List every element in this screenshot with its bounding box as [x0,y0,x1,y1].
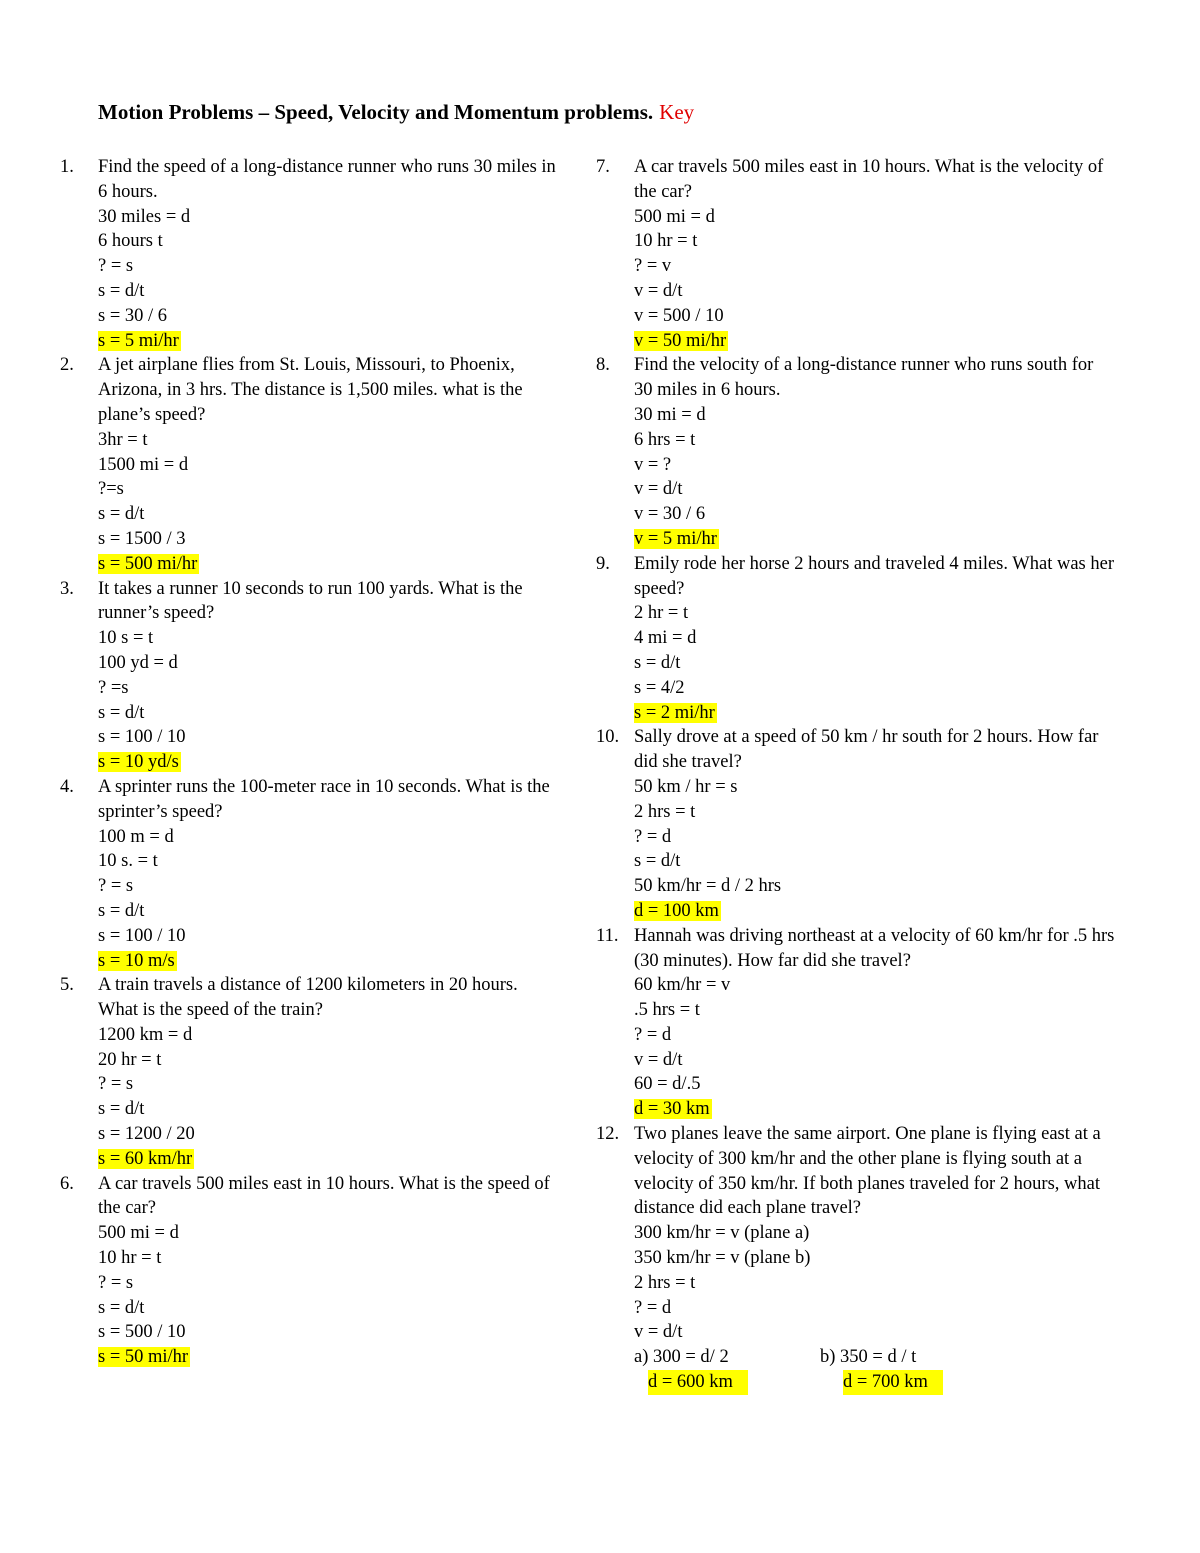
problem-question: A car travels 500 miles east in 10 hours. What is the velocity of the car? [634,157,1104,202]
work-line: v = d/t [634,1049,683,1070]
work-line: s = d/t [634,851,681,872]
work-line: 1200 km = d [98,1024,193,1045]
equation-a: a) 300 = d/ 2 [634,1347,729,1368]
work-line: 50 km/hr = d / 2 hrs [634,876,782,897]
title-text: Motion Problems – Speed, Velocity and Momentum problems. [98,100,654,124]
work-line: ? = s [98,256,134,277]
problem-6 [60,1172,560,1370]
highlighted-answer: d = 30 km [634,1099,710,1120]
answer-line [634,899,1116,924]
work-line: s = 4/2 [634,677,685,698]
work-line: 4 mi = d [634,628,697,649]
problem-8 [596,353,1116,551]
work-line: 60 km/hr = v [634,975,731,996]
problem-11 [596,924,1116,1122]
problem-number: 11. [596,925,619,946]
work-line: s = d/t [98,900,145,921]
work-line: .5 hrs = t [634,1000,700,1021]
equation-b: b) 350 = d / t [820,1347,917,1368]
problem-number: 2. [60,355,74,376]
work-line: ? = s [98,876,134,897]
problem-number: 9. [596,553,610,574]
work-line: v = 30 / 6 [634,504,706,525]
work-line: 300 km/hr = v (plane a) [634,1223,810,1244]
problem-question: Hannah was driving northeast at a velocity of 60 km/hr for .5 hrs (30 minutes). How far did she travel? [634,925,1115,971]
work-line: 30 miles = d [98,206,191,227]
problem-question: Sally drove at a speed of 50 km / hr south for 2 hours. How far did she travel? [634,727,1099,773]
highlighted-answer: s = 50 mi/hr [98,1347,189,1368]
problem-1 [60,155,560,353]
problem-number: 12. [596,1124,620,1145]
work-line: 10 hr = t [634,231,698,252]
work-line: 10 hr = t [98,1248,162,1269]
work-line: ? = s [98,1272,134,1293]
work-line: 2 hr = t [634,603,689,624]
highlighted-answer: s = 60 km/hr [98,1148,193,1169]
work-line: 6 hours t [98,231,163,252]
problem-question: A jet airplane flies from St. Louis, Missouri, to Phoenix, Arizona, in 3 hrs. The distance is 1,500 miles. what is the plane’s speed? [98,355,523,425]
answer-a: d = 600 km [648,1370,748,1395]
work-line: s = d/t [98,1297,145,1318]
work-line: 500 mi = d [634,206,715,227]
answer-line [98,1345,560,1370]
answer-line [634,1097,1116,1122]
work-line: 10 s = t [98,628,154,649]
work-line: 2 hrs = t [634,1272,696,1293]
problem-10 [596,725,1116,923]
problem-question: Find the speed of a long-distance runner who runs 30 miles in 6 hours. [98,157,556,202]
problem-number: 7. [596,157,610,177]
answer-line [634,701,1116,726]
answer-line [98,552,560,577]
problem-question: A train travels a distance of 1200 kilometers in 20 hours. What is the speed of the train? [98,975,518,1021]
work-line: ? = s [98,1074,134,1095]
answer-line [98,949,560,974]
work-line: 60 = d/.5 [634,1074,701,1095]
problem-12 [596,1122,1116,1395]
problem-number: 3. [60,578,74,599]
work-line: s = 100 / 10 [98,925,186,946]
work-line: 350 km/hr = v (plane b) [634,1248,811,1269]
answer-line [634,329,1116,354]
problem-5 [60,973,560,1171]
problem-number: 6. [60,1173,74,1194]
highlighted-answer: s = 5 mi/hr [98,330,179,351]
work-line: 100 m = d [98,826,174,847]
equations-row [634,1345,1116,1370]
work-line: 6 hrs = t [634,429,696,450]
work-line: ?=s [98,479,124,500]
work-line: s = 30 / 6 [98,305,168,326]
problem-7 [596,155,1116,353]
work-line: s = d/t [98,504,145,525]
problem-question: Two planes leave the same airport. One plane is flying east at a velocity of 300 km/hr and the other plane is flying south at a velocity of 350 km/hr. If both planes traveled for 2 hours, what distance did each plane travel? [634,1124,1101,1219]
work-line: 30 mi = d [634,404,706,425]
work-line: 20 hr = t [98,1049,162,1070]
problem-9 [596,552,1116,726]
highlighted-answer: d = 100 km [634,900,719,921]
right-column [596,155,1116,1395]
problem-question: Find the velocity of a long-distance runner who runs south for 30 miles in 6 hours. [634,355,1094,401]
problem-number: 8. [596,355,610,376]
highlighted-answer: s = 500 mi/hr [98,553,198,574]
highlighted-answer: s = 10 m/s [98,950,175,971]
highlighted-answer: s = 10 yd/s [98,752,179,773]
work-line: s = 1500 / 3 [98,528,186,549]
problem-question: Emily rode her horse 2 hours and traveled 4 miles. What was her speed? [634,553,1115,599]
problem-question: A car travels 500 miles east in 10 hours. What is the speed of the car? [98,1173,550,1219]
work-line: s = d/t [98,702,145,723]
answer-line [98,329,560,354]
work-line: v = ? [634,454,672,475]
work-line: 10 s. = t [98,851,158,872]
problem-question: A sprinter runs the 100-meter race in 10 seconds. What is the sprinter’s speed? [98,776,550,822]
work-line: s = 100 / 10 [98,727,186,748]
highlighted-answer: s = 2 mi/hr [634,702,715,723]
left-column [60,155,560,1370]
work-line: 2 hrs = t [634,801,696,822]
work-line: 3hr = t [98,429,148,450]
page-title [98,100,694,125]
problem-question: It takes a runner 10 seconds to run 100 yards. What is the runner’s speed? [98,578,523,624]
problem-number: 1. [60,157,74,177]
work-line: ? =s [98,677,129,698]
answer-b: d = 700 km [843,1370,943,1395]
work-line: v = d/t [634,479,683,500]
highlighted-answer: v = 5 mi/hr [634,528,717,549]
work-line: v = 500 / 10 [634,305,724,326]
answer-line [98,750,560,775]
answer-line [98,1147,560,1172]
problem-3 [60,577,560,775]
work-line: s = 500 / 10 [98,1322,186,1343]
key-label: Key [659,100,695,124]
work-line: ? = d [634,1024,672,1045]
problem-4 [60,775,560,973]
work-line: 100 yd = d [98,652,178,673]
work-line: s = d/t [98,280,145,301]
problem-number: 4. [60,776,74,797]
problem-number: 5. [60,975,74,996]
work-line: 500 mi = d [98,1223,179,1244]
work-line: s = d/t [98,1099,145,1120]
work-line: v = d/t [634,280,683,301]
work-line: 50 km / hr = s [634,776,738,797]
work-line: v = d/t [634,1322,683,1343]
work-line: s = d/t [634,652,681,673]
work-line: 1500 mi = d [98,454,189,475]
work-line: s = 1200 / 20 [98,1124,195,1145]
answer-line [634,527,1116,552]
problem-number: 10. [596,727,620,748]
highlighted-answer: v = 50 mi/hr [634,330,727,351]
answers-row [634,1370,1116,1395]
work-line: ? = v [634,256,672,277]
work-line: ? = d [634,1297,672,1318]
work-line: ? = d [634,826,672,847]
problem-2 [60,353,560,576]
